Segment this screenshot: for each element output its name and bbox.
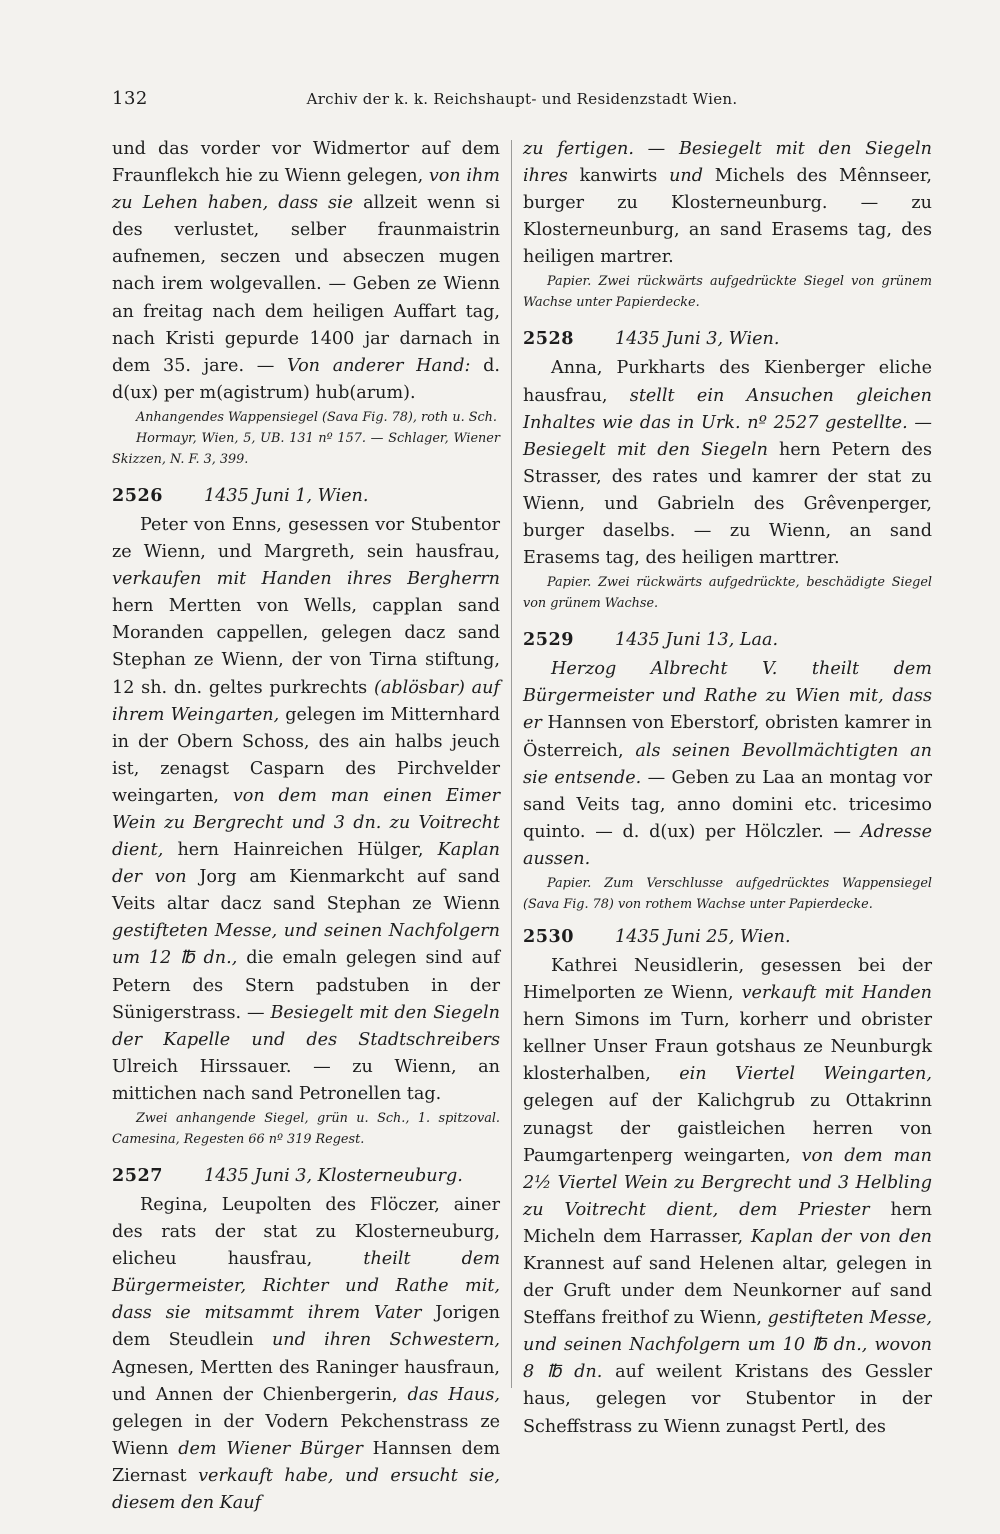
- entry-2530-heading: [523, 923, 932, 951]
- entry-date: 1435 Juni 3, Wien.: [615, 329, 780, 350]
- entry-2527-note: Papier. Zwei rückwärts aufgedrückte Siegel von grünem Wachse unter Papierdecke.: [523, 274, 932, 311]
- entry-number: 2527: [112, 1165, 163, 1186]
- entry-date: 1435 Juni 3, Klosterneuburg.: [204, 1166, 463, 1186]
- entry-number: 2530: [523, 925, 574, 947]
- entry-2528-note: Papier. Zwei rückwärts aufgedrückte, beschädigte Siegel von grünem Wachse.: [523, 575, 932, 612]
- column-divider: [511, 140, 512, 1388]
- entry-date: 1435 Juni 1, Wien.: [204, 485, 369, 506]
- page-header: [112, 88, 932, 116]
- entry-2527-continuation: zu fertigen. — Besiegelt mit den Siegeln ihres kanwirts und Michels des Mênnseer, burger zu Klosterneunburg. — zu Klosterneunburg, an sand Erasems tag, des heiligen martrer.: [523, 139, 932, 268]
- entry-2529-note: Papier. Zum Verschlusse aufgedrücktes Wappensiegel (Sava Fig. 78) von rothem Wachse unter Papierdecke.: [523, 875, 932, 912]
- entry-date: 1435 Juni 13, Laa.: [615, 630, 779, 651]
- right-column: [523, 136, 932, 1441]
- entry-2529-heading: [523, 626, 932, 654]
- left-column: [112, 136, 500, 1517]
- entry-2526-heading: [112, 482, 500, 510]
- entry-2526-body: Peter von Enns, gesessen vor Stubentor ze Wienn, und Margreth, sein hausfrau, verkaufen mit Handen ihres Bergherrn hern Mertten von Wells, capplan sand Moranden cappellen, gelegen dacz sand Stephan ze Wienn, der von Tirna stiftung, 12 sh. dn. geltes purkrechts (ablösbar) auf ihrem Weingarten, gelegen im Mitternhard in der Obern Schoss, des ain halbs jeuch ist, zenagst Casparn des Pirchvelder weingarten, von dem man einen Eimer Wein zu Bergrecht und 3 dn. zu Voitrecht dient, hern Hainreichen Hülger, Kaplan der von Jorg am Kienmarkcht auf sand Veits altar dacz sand Stephan ze Wienn gestifteten Messe, und seinen Nachfolgern um 12 ℔ dn., die emaln gelegen sind auf Petern des Stern padstuben in der Sünigerstrass. — Besiegelt mit den Siegeln der Kapelle und des Stadtschreibers Ulreich Hirssauer. — zu Wienn, an mittichen nach sand Petronellen tag.: [112, 514, 501, 1104]
- entry-2527-body: Regina, Leupolten des Flöczer, ainer des rats der stat zu Klosterneuburg, elicheu hausfrau, theilt dem Bürgermeister, Richter und Rathe mit, dass sie mitsammt ihrem Vater Jorigen dem Steudlein und ihren Schwestern, Agnesen, Mertten des Raninger hausfraun, und Annen der Chienbergerin, das Haus, gelegen in der Vodern Pekchenstrass ze Wienn dem Wiener Bürger Hannsen dem Ziernast verkauft habe, und ersucht sie, diesem den Kauf: [112, 1195, 501, 1514]
- page-number: 132: [112, 88, 148, 109]
- entry-2530-body: Kathrei Neusidlerin, gesessen bei der Himelporten ze Wienn, verkauft mit Handen hern Simons im Turn, korherr und obrister kellner Unser Fraun gotshaus ze Neunburgk klosterhalben, ein Viertel Weingarten, gelegen auf der Kalichgrub zu Ottakrinn zunagst der gaistleichen herren von Paumgartenperg weingarten, von dem man 2½ Viertel Wein zu Bergrecht und 3 Helbling zu Voitrecht dient, dem Priester hern Micheln dem Harrasser, Kaplan der von den Krannest auf sand Helenen altar, gelegen in der Gruft under dem Neunkorner auf sand Steffans freithof zu Wienn, gestifteten Messe, und seinen Nachfolgern um 10 ℔ dn., wovon 8 ℔ dn. auf weilent Kristans des Gessler haus, gelegen vor Stubentor in der Scheffstrass zu Wienn zunagst Pertl, des: [523, 955, 933, 1437]
- entry-2525-continuation: und das vorder vor Widmertor auf dem Fraunflekch hie zu Wienn gelegen, von ihm zu Lehen haben, dass sie allzeit wenn si des verlustet, selber fraunmaistrin aufnemen, seczen und abseczen mugen nach irem wolgevallen. — Geben ze Wienn an freitag nach dem heiligen Auffart tag, nach Kristi gepurde 1400 jar darnach in dem 35. jare. — Von anderer Hand: d. d(ux) per m(agistrum) hub(arum).: [112, 139, 500, 403]
- entry-number: 2526: [112, 484, 163, 506]
- entry-2528-body: Anna, Purkharts des Kienberger eliche hausfrau, stellt ein Ansuchen gleichen Inhaltes wie das in Urk. nº 2527 gestellte. — Besiegelt mit den Siegeln hern Petern des Strasser, des rates und kamrer der stat zu Wienn, und Gabrieln des Grêvenperger, burger daselbs. — zu Wienn, an sand Erasems tag, des heiligen marttrer.: [523, 358, 932, 569]
- entry-date: 1435 Juni 25, Wien.: [615, 926, 791, 947]
- entry-2526-note: Zwei anhangende Siegel, grün u. Sch., 1. spitzoval. Camesina, Regesten 66 nº 319 Regest.: [112, 1111, 500, 1147]
- entry-2528-heading: [523, 325, 932, 353]
- entry-number: 2529: [523, 629, 574, 651]
- entry-2525-seal-note: Anhangendes Wappensiegel (Sava Fig. 78), roth u. Sch.: [136, 409, 497, 425]
- entry-number: 2528: [523, 328, 574, 350]
- entry-2527-heading: [112, 1162, 500, 1190]
- running-title: Archiv der k. k. Reichshaupt- und Residenzstadt Wien.: [306, 90, 738, 108]
- entry-2525-reference: Hormayr, Wien, 5, UB. 131 nº 157. — Schlager, Wiener Skizzen, N. F. 3, 399.: [112, 430, 500, 467]
- entry-2529-body: Herzog Albrecht V. theilt dem Bürgermeister und Rathe zu Wien mit, dass er Hannsen von Eberstorf, obristen kamrer in Österreich, als seinen Bevollmächtigten an sie entsende. — Geben zu Laa an montag vor sand Veits tag, anno domini etc. tricesimo quinto. — d. d(ux) per Hölczler. — Adresse aussen.: [523, 659, 933, 869]
